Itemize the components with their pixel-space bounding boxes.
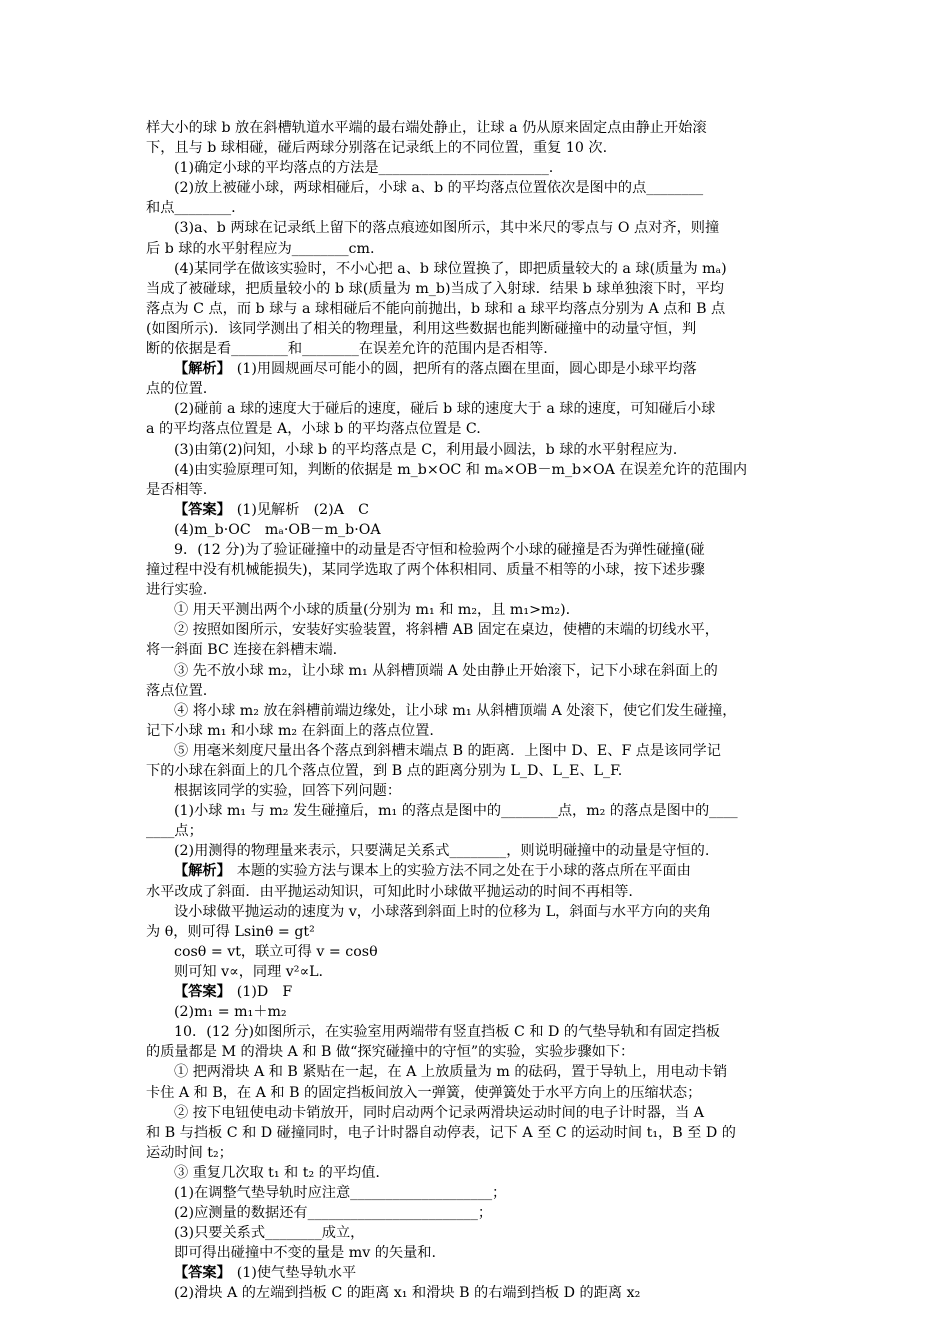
text-line: [146, 1243, 810, 1263]
text-line: [146, 359, 810, 379]
line-text: ② 按照如图所示，安装好实验装置，将斜槽 AB 固定在桌边，使槽的末端的切线水平，: [174, 622, 719, 639]
line-text: (3)由第(2)问知，小球 b 的平均落点是 C，利用最小圆法，b 球的水平射程应为.: [174, 441, 678, 458]
section-tag: 【答案】: [174, 984, 231, 1001]
line-text: 和 B 与挡板 C 和 D 碰撞同时，电子计时器自动停表，记下 A 至 C 的运动时间 t₁，B 至 D 的: [146, 1124, 736, 1141]
line-text: (2)用测得的物理量来表示，只要满足关系式________，则说明碰撞中的动量是守恒的.: [174, 843, 710, 860]
line-text: (1)D F: [236, 984, 293, 1001]
text-line: [146, 178, 810, 198]
line-text: 记下小球 m₁ 和小球 m₂ 在斜面上的落点位置.: [146, 722, 434, 739]
line-text: a 的平均落点位置是 A，小球 b 的平均落点位置是 C.: [146, 421, 481, 438]
text-line: [146, 661, 810, 681]
line-text: (1)见解析 (2)A C: [236, 501, 369, 518]
text-line: [146, 781, 810, 801]
text-line: [146, 922, 810, 942]
text-line: [146, 721, 810, 741]
line-text: 则可知 v∝，同理 v²∝L.: [174, 963, 323, 980]
text-line: [146, 1223, 810, 1243]
text-line: [146, 1263, 810, 1283]
section-tag: 【解析】: [174, 863, 231, 880]
line-text: 10．(12 分)如图所示，在实验室用两端带有竖直挡板 C 和 D 的气垫导轨和有固定挡板: [174, 1024, 720, 1041]
line-text: ⑤ 用毫米刻度尺量出各个落点到斜槽末端点 B 的距离．上图中 D、E、F 点是该同学记: [174, 742, 721, 759]
text-line: [146, 761, 810, 781]
line-text: (3)只要关系式________成立，: [174, 1225, 365, 1242]
line-text: 本题的实验方法与课本上的实验方法不同之处在于小球的落点所在平面由: [236, 863, 691, 880]
line-text: 将一斜面 BC 连接在斜槽末端.: [146, 642, 338, 659]
line-text: ① 用天平测出两个小球的质量(分别为 m₁ 和 m₂，且 m₁>m₂).: [174, 602, 571, 619]
text-line: [146, 1163, 810, 1183]
text-line: [146, 419, 810, 439]
text-line: [146, 399, 810, 419]
line-text: 卡住 A 和 B，在 A 和 B 的固定挡板间放入一弹簧，使弹簧处于水平方向上的压缩状态；: [146, 1084, 702, 1101]
section-tag: 【解析】: [174, 361, 231, 378]
line-text: cosθ = vt，联立可得 v = cosθ: [174, 943, 378, 960]
text-line: [146, 299, 810, 319]
text-line: [146, 1103, 810, 1123]
line-text: (2)m₁ = m₁＋m₂: [174, 1004, 287, 1021]
text-line: [146, 259, 810, 279]
line-text: ____点；: [146, 823, 203, 840]
line-text: 当成了被碰球，把质量较小的 b 球(质量为 m_b)当成了入射球．结果 b 球单独滚下时，平均: [146, 280, 724, 297]
text-line: [146, 339, 810, 359]
text-line: [146, 158, 810, 178]
line-text: 落点位置.: [146, 682, 208, 699]
line-text: ③ 重复几次取 t₁ 和 t₂ 的平均值.: [174, 1164, 380, 1181]
text-line: [146, 982, 810, 1002]
line-text: 样大小的球 b 放在斜槽轨道水平端的最右端处静止，让球 a 仍从原来固定点由静止开始滚: [146, 120, 707, 136]
text-line: [146, 540, 810, 560]
text-line: [146, 640, 810, 660]
line-text: (4)某同学在做该实验时，不小心把 a、b 球位置换了，即把质量较大的 a 球(质量为 mₐ): [174, 260, 727, 277]
line-text: 进行实验.: [146, 582, 208, 599]
text-line: [146, 500, 810, 520]
line-text: 后 b 球的水平射程应为________cm.: [146, 240, 375, 257]
line-text: 撞过程中没有机械能损失)，某同学选取了两个体积相同、质量不相等的小球，按下述步骤: [146, 562, 705, 579]
line-text: 断的依据是看________和________在误差允许的范围内是否相等.: [146, 341, 548, 358]
section-tag: 【答案】: [174, 501, 231, 518]
text-line: [146, 198, 810, 218]
text-line: [146, 942, 810, 962]
line-text: 即可得出碰撞中不变的量是 mv 的矢量和.: [174, 1245, 436, 1262]
text-line: [146, 379, 810, 399]
line-text: (4)由实验原理可知，判断的依据是 m_b×OC 和 mₐ×OB－m_b×OA 在误差允许的范围内: [174, 461, 748, 478]
line-text: 为 θ，则可得 Lsinθ = gt²: [146, 923, 315, 940]
line-text: 设小球做平抛运动的速度为 v，小球落到斜面上时的位移为 L，斜面与水平方向的夹角: [174, 903, 712, 920]
text-line: [146, 118, 810, 138]
line-text: 下，且与 b 球相碰，碰后两球分别落在记录纸上的不同位置，重复 10 次.: [146, 140, 608, 157]
text-line: [146, 580, 810, 600]
line-text: 的质量都是 M 的滑块 A 和 B 做“探究碰撞中的守恒”的实验，实验步骤如下：: [146, 1044, 635, 1061]
text-line: [146, 962, 810, 982]
text-line: [146, 138, 810, 158]
text-line: [146, 741, 810, 761]
text-line: [146, 1283, 810, 1303]
text-line: [146, 480, 810, 500]
line-text: (1)在调整气垫导轨时应注意____________________；: [174, 1184, 507, 1201]
text-line: [146, 841, 810, 861]
line-text: (4)m_b·OC mₐ·OB－m_b·OA: [174, 521, 381, 538]
text-line: [146, 1002, 810, 1022]
line-text: (1)使气垫导轨水平: [236, 1265, 357, 1282]
line-text: 是否相等.: [146, 481, 208, 498]
text-line: [146, 801, 810, 821]
text-line: [146, 1083, 810, 1103]
text-line: [146, 882, 810, 902]
line-text: (1)确定小球的平均落点的方法是________________________.: [174, 160, 554, 177]
line-text: ① 把两滑块 A 和 B 紧贴在一起，在 A 上放质量为 m 的砝码，置于导轨上，用电动卡销: [174, 1064, 728, 1081]
text-line: [146, 319, 810, 339]
text-line: [146, 1123, 810, 1143]
line-text: (2)应测量的数据还有________________________；: [174, 1205, 493, 1222]
text-line: [146, 1022, 810, 1042]
text-line: [146, 1042, 810, 1062]
text-line: [146, 600, 810, 620]
line-text: (3)a、b 两球在记录纸上留下的落点痕迹如图所示，其中米尺的零点与 O 点对齐，则撞: [174, 220, 720, 237]
line-text: ③ 先不放小球 m₂，让小球 m₁ 从斜槽顶端 A 处由静止开始滚下，记下小球在斜面上的: [174, 662, 718, 679]
text-line: [146, 1062, 810, 1082]
line-text: 点的位置.: [146, 381, 208, 398]
line-text: 运动时间 t₂；: [146, 1144, 233, 1161]
text-line: [146, 440, 810, 460]
line-text: (2)碰前 a 球的速度大于碰后的速度，碰后 b 球的速度大于 a 球的速度，可知碰后小球: [174, 401, 716, 418]
line-text: 水平改成了斜面．由平抛运动知识，可知此时小球做平抛运动的时间不再相等.: [146, 883, 633, 900]
line-text: 和点________.: [146, 200, 236, 217]
text-line: [146, 520, 810, 540]
section-tag: 【答案】: [174, 1265, 231, 1282]
document-body: [146, 118, 810, 1304]
text-line: [146, 560, 810, 580]
text-line: [146, 1203, 810, 1223]
line-text: (1)小球 m₁ 与 m₂ 发生碰撞后，m₁ 的落点是图中的________点，m₂ 的落点是图中的____: [174, 803, 738, 820]
line-text: (1)用圆规画尽可能小的圆，把所有的落点圈在里面，圆心即是小球平均落: [236, 361, 697, 378]
line-text: ④ 将小球 m₂ 放在斜槽前端边缘处，让小球 m₁ 从斜槽顶端 A 处滚下，使它们发生碰撞，: [174, 702, 737, 719]
text-line: [146, 1143, 810, 1163]
text-line: [146, 1183, 810, 1203]
text-line: [146, 460, 810, 480]
line-text: (如图所示)．该同学测出了相关的物理量，利用这些数据也能判断碰撞中的动量守恒，判: [146, 320, 697, 337]
text-line: [146, 902, 810, 922]
line-text: 根据该同学的实验，回答下列问题：: [174, 783, 402, 800]
text-line: [146, 279, 810, 299]
text-line: [146, 239, 810, 259]
line-text: 下的小球在斜面上的几个落点位置，到 B 点的距离分别为 L_D、L_E、L_F.: [146, 763, 623, 779]
line-text: 9．(12 分)为了验证碰撞中的动量是否守恒和检验两个小球的碰撞是否为弹性碰撞(碰: [174, 541, 705, 558]
text-line: [146, 620, 810, 640]
text-line: [146, 701, 810, 721]
line-text: (2)滑块 A 的左端到挡板 C 的距离 x₁ 和滑块 B 的右端到挡板 D 的距离 x₂: [174, 1285, 641, 1302]
text-line: [146, 681, 810, 701]
line-text: (2)放上被碰小球，两球相碰后，小球 a、b 的平均落点位置依次是图中的点________: [174, 180, 704, 197]
text-line: [146, 821, 810, 841]
text-line: [146, 861, 810, 881]
line-text: 落点为 C 点，而 b 球与 a 球相碰后不能向前抛出，b 球和 a 球平均落点分别为 A 点和 B 点: [146, 300, 726, 317]
text-line: [146, 218, 810, 238]
line-text: ② 按下电钮使电动卡销放开，同时启动两个记录两滑块运动时间的电子计时器，当 A: [174, 1104, 705, 1121]
